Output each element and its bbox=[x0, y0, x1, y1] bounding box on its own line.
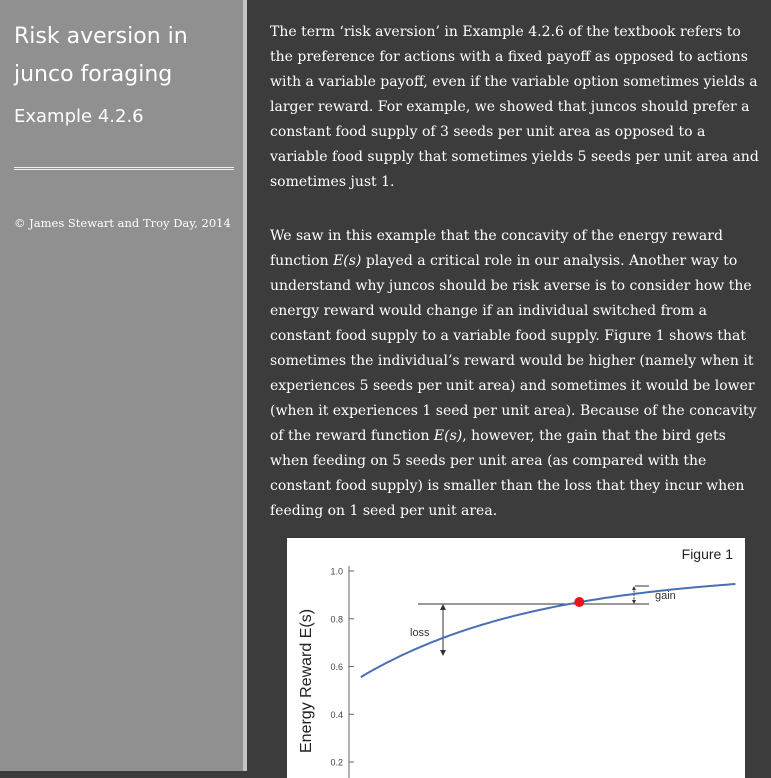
loss-arrowhead-bottom bbox=[440, 650, 446, 656]
paragraph-2-text-a: We saw in this example that the concavity of the energy reward function bbox=[270, 228, 723, 269]
sidebar-subtitle: Example 4.2.6 bbox=[14, 106, 144, 127]
sidebar-title: Risk aversion in junco foraging bbox=[14, 24, 188, 87]
paragraph-2-text-c: , however, the gain that the bird gets when feeding on 5 seeds per unit area (as compared with the constant food supply) is smaller than the loss that they incur when feeding on 1 seed per unit area. bbox=[270, 428, 745, 519]
y-tick-label: 0.6 bbox=[330, 662, 343, 672]
sidebar-divider bbox=[14, 167, 234, 170]
loss-label: loss bbox=[410, 627, 430, 639]
figure-1 bbox=[287, 538, 745, 778]
loss-arrowhead-top bbox=[440, 604, 446, 610]
copyright-notice: © James Stewart and Troy Day, 2014 bbox=[14, 216, 231, 230]
y-tick-label: 0.4 bbox=[330, 709, 343, 720]
main-content bbox=[270, 20, 764, 524]
y-ticks bbox=[330, 567, 354, 768]
math-E-of-s: E(s) bbox=[433, 428, 463, 444]
paragraph-2-text-b: played a critical role in our analysis. Another way to understand why juncos should be risk averse is to consider how the energy reward would change if an individual switched from a constant food supply to a variable food supply. Figure 1 shows that sometimes the individual’s reward would be higher (namely when it experiences 5 seeds per unit area) and sometimes it would be lower (when it experiences 1 seed per unit area). Because of the concavity of the reward function bbox=[270, 253, 757, 444]
sidebar bbox=[0, 0, 247, 771]
math-E-of-s: E(s) bbox=[333, 253, 362, 269]
y-tick-label: 0.2 bbox=[330, 757, 343, 768]
gain-label: gain bbox=[655, 590, 676, 602]
energy-reward-chart bbox=[287, 538, 745, 778]
constant-supply-point bbox=[574, 597, 584, 607]
gain-arrowhead-top bbox=[632, 586, 636, 590]
gain-arrowhead-bottom bbox=[632, 600, 636, 604]
y-tick-label: 1.0 bbox=[330, 566, 343, 577]
paragraph-2 bbox=[270, 224, 764, 524]
paragraph-1: The term ‘risk aversion’ in Example 4.2.6 of the textbook refers to the preference for actions with a fixed payoff as opposed to actions with a variable payoff, even if the variable option sometimes yields a larger reward. For example, we showed that juncos should prefer a constant food supply of 3 seeds per unit area as opposed to a variable food supply that sometimes yields 5 seeds per unit area and sometimes just 1. bbox=[270, 24, 759, 190]
y-tick-label: 0.8 bbox=[330, 614, 343, 625]
figure-label: Figure 1 bbox=[681, 546, 733, 562]
y-axis-label: Energy Reward E(s) bbox=[298, 608, 315, 753]
